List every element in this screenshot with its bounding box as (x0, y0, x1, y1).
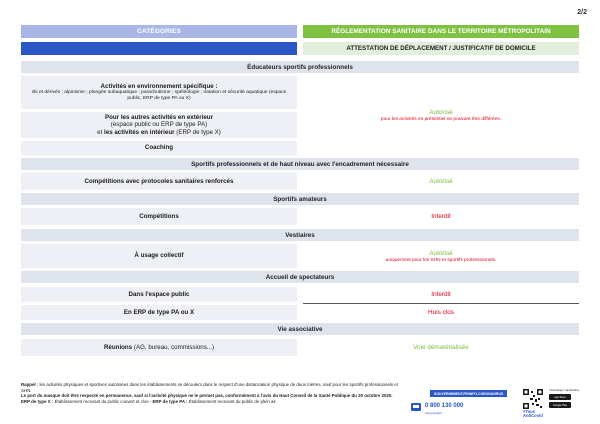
qr-code-icon (523, 389, 543, 409)
section-spectateurs-title: Accueil de spectateurs (21, 271, 579, 283)
app-store-button[interactable]: App Store (549, 394, 571, 400)
header-attestation: ATTESTATION DE DÉPLACEMENT / JUSTIFICATIF DE DOMICILE (303, 42, 579, 55)
educateurs-status-note: pour les activités en présentiel ne pouvant être différées. (380, 116, 502, 122)
website-link[interactable]: GOUVERNEMENT.FR/INFO-CORONAVIRUS (430, 390, 507, 397)
row-environnement-specifique (21, 76, 297, 109)
tous-anticovid (523, 410, 543, 418)
masque-text: Le port du masque doit être respecté en permanence, sauf si l'activité physique ne le permet pas, conformément à l'avis du Haut Conseil de la Santé Publique du 20 octobre 2020. (21, 393, 393, 399)
row-autres-line3-post: (ERP de type X) (174, 128, 221, 136)
row-erp-pa-x: En ERP de type PA ou X (21, 305, 297, 320)
row-espace-public: Dans l'espace public (21, 287, 297, 302)
row-reunions-label: Réunions (103, 343, 133, 351)
phone-icon (410, 402, 422, 412)
row-autres-line2: (espace public ou ERP de type PA) (110, 121, 208, 129)
row-competitions: Compétitions (21, 208, 297, 225)
row-autres-line3-bold: les activités en intérieur (104, 128, 175, 136)
section-sportifs-pro-title: Sportifs professionnels et de haut niveau avec l'encadrement nécessaire (21, 158, 579, 170)
vestiaires-status (303, 244, 579, 268)
amateurs-status: Interdit (431, 213, 451, 220)
educateurs-status-label: Autorisé (429, 108, 453, 116)
tous-anticovid-line1: #Tous (523, 409, 536, 414)
erp-pa-text: Établissement recevant du public de plein air (187, 399, 276, 405)
store-label: Télécharger l'application (549, 388, 580, 392)
google-play-button[interactable]: Google Play (549, 402, 571, 408)
row-coaching: Coaching (21, 141, 297, 155)
erp-pa-x-status: Huis clos (428, 309, 454, 316)
row-environnement-detail: ski et dérivés ; alpinisme ; plongée subaquatique ; parachutisme ; spéléologie ; natation et sécurité aquatique (espace public, ERP de type PA ou X) (31, 90, 287, 102)
vestiaires-status-note: uniquement pour les SHN et sportifs professionnels. (385, 257, 497, 263)
row-reunions-detail: (AG, bureau, commissions...) (132, 343, 215, 351)
rappel-text: les activités physiques et sportives autorisées dans les établissements se déroulent dans le respect d'une distanciation physique de deux mètres, sauf pour les sportifs professionnels et SHN. (21, 382, 398, 393)
footnote (21, 382, 401, 405)
header-blue-bar (21, 42, 297, 55)
phone-number[interactable]: 0 800 130 000 (425, 403, 464, 409)
phone-note: Appel gratuit (425, 411, 442, 415)
section-amateurs-title: Sportifs amateurs (21, 193, 579, 205)
header-regulation: RÉGLEMENTATION SANITAIRE DANS LE TERRITOIRE MÉTROPOLITAIN (303, 25, 579, 38)
section-educateurs-title: Éducateurs sportifs professionnels (21, 61, 579, 73)
section-associative-title: Vie associative (21, 323, 579, 335)
row-environnement-title: Activités en environnement spécifique : (100, 82, 218, 90)
erp-pa-label: ERP de type PA : (152, 399, 188, 405)
row-autres-line3-pre: et (97, 128, 105, 136)
erp-x-label: ERP de type X : (21, 399, 54, 405)
spectateurs-divider (303, 303, 579, 304)
row-autres-activites (21, 112, 297, 138)
vestiaires-status-label: Autorisé (429, 249, 453, 257)
section-vestiaires-title: Vestiaires (21, 229, 579, 241)
sportifs-pro-status: Autorisé (429, 178, 453, 185)
row-reunions (21, 339, 297, 356)
row-competitions-protocoles: Compétitions avec protocoles sanitaires renforcés (21, 173, 297, 190)
tous-anticovid-line2: AntiCovid (523, 413, 543, 419)
page-number: 2/2 (577, 9, 587, 16)
rappel-label: Rappel : (21, 382, 39, 387)
educateurs-status (303, 100, 579, 130)
row-autres-line1: Pour les autres activités en extérieur (105, 113, 213, 121)
header-categories: CATÉGORIES (21, 25, 297, 38)
espace-public-status: Interdit (431, 291, 451, 298)
erp-x-text: Établissement recevant du public couvert et clos - (53, 399, 153, 405)
associative-status: Voie dématérialisée (413, 344, 469, 351)
row-usage-collectif: À usage collectif (21, 244, 297, 268)
